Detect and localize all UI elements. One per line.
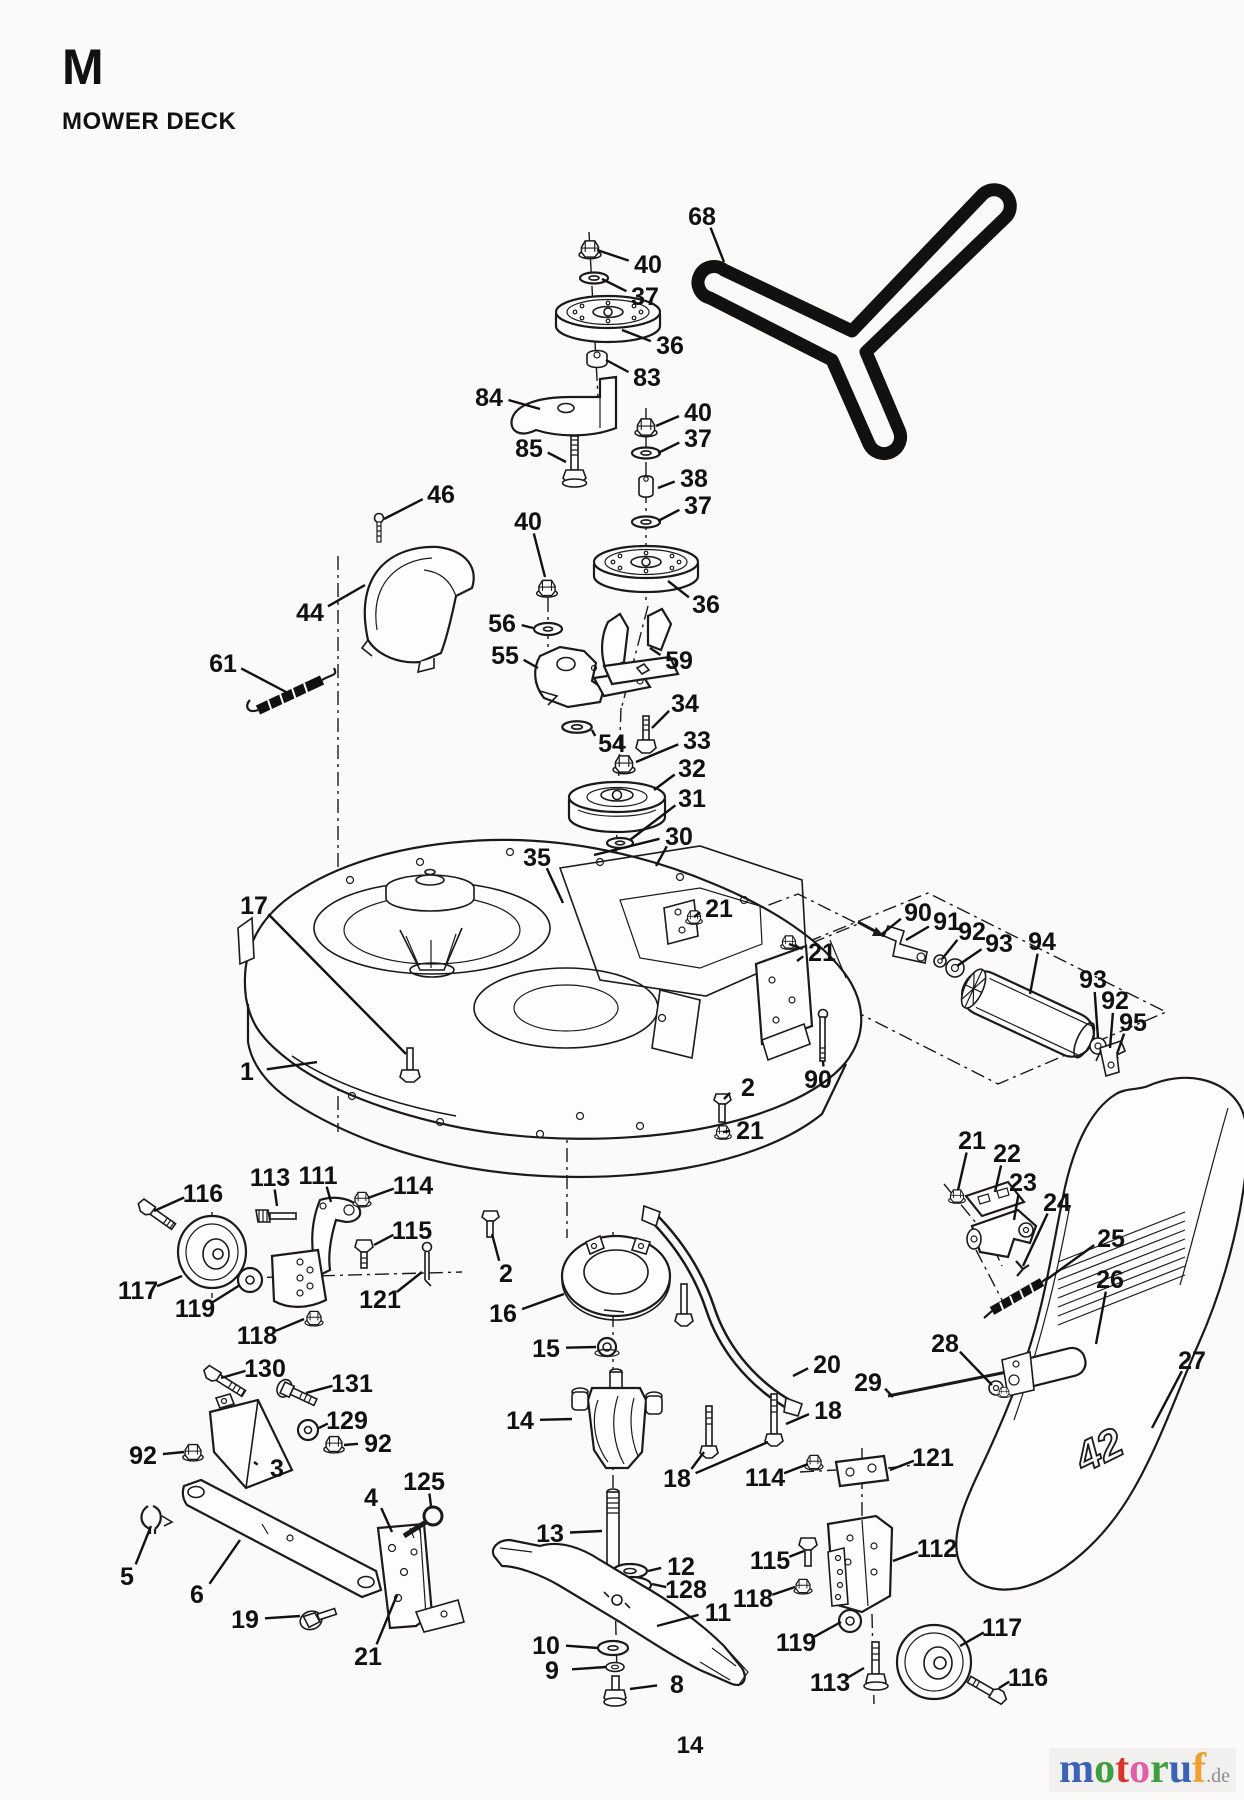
callout-4: 4 — [364, 1484, 378, 1512]
callout-35: 35 — [523, 844, 551, 872]
callout-leader — [534, 533, 545, 577]
callout-114: 114 — [392, 1172, 434, 1200]
washer-9 — [606, 1663, 624, 1672]
belt-68 — [698, 190, 1010, 454]
callout-1: 1 — [240, 1058, 254, 1086]
watermark-letter: o — [1129, 1746, 1151, 1792]
pin-24 — [1016, 1261, 1029, 1276]
washer-129 — [298, 1420, 318, 1440]
callout-14: 14 — [506, 1407, 534, 1435]
callout-8: 8 — [670, 1671, 684, 1699]
callout-leader — [658, 482, 675, 489]
ring-16 — [562, 1236, 670, 1320]
callout-leader — [540, 1419, 572, 1420]
bolt-113-left — [256, 1210, 296, 1222]
callout-leader — [691, 1452, 704, 1469]
callout-2: 2 — [741, 1074, 755, 1102]
wheel-117-left — [178, 1216, 246, 1288]
bolt-130 — [201, 1364, 246, 1399]
callout-26: 26 — [1096, 1266, 1124, 1294]
sector-plate-left — [272, 1250, 326, 1307]
callout-119: 119 — [174, 1295, 216, 1323]
callout-68: 68 — [688, 203, 716, 231]
callout-2: 2 — [499, 1260, 513, 1288]
callout-115: 115 — [749, 1547, 791, 1575]
callout-32: 32 — [678, 755, 706, 783]
callout-leader — [652, 1584, 666, 1587]
callout-leader — [492, 1234, 499, 1261]
watermark-suffix: .de — [1206, 1765, 1230, 1787]
spacer-83 — [587, 351, 607, 368]
callout-112: 112 — [916, 1535, 958, 1563]
spacer-38 — [639, 476, 653, 497]
callout-83: 83 — [633, 364, 661, 392]
bolts-18 — [675, 1284, 783, 1458]
bolt-8 — [604, 1676, 626, 1706]
page-title: MOWER DECK — [62, 108, 237, 135]
callout-11: 11 — [704, 1599, 732, 1627]
bolt-19 — [298, 1604, 339, 1633]
callout-leader — [658, 510, 679, 521]
callout-leader — [221, 1371, 246, 1378]
callout-5: 5 — [120, 1563, 134, 1591]
callout-leader — [630, 1685, 657, 1689]
screw-46 — [375, 514, 384, 543]
callout-91: 91 — [933, 908, 961, 936]
callout-92: 92 — [129, 1442, 157, 1470]
callout-85: 85 — [515, 435, 543, 463]
callout-25: 25 — [1097, 1225, 1125, 1253]
callout-leader — [548, 453, 566, 462]
callout-61: 61 — [209, 650, 237, 678]
callout-46: 46 — [427, 481, 455, 509]
callout-leader — [306, 1386, 333, 1393]
callout-leader — [648, 1568, 661, 1571]
callout-37: 37 — [631, 283, 659, 311]
callout-leader — [814, 1622, 841, 1637]
callout-21: 21 — [736, 1117, 764, 1145]
callout-128: 128 — [665, 1576, 707, 1604]
wheel-117-right — [897, 1625, 971, 1699]
callout-leader — [602, 279, 626, 291]
callout-29: 29 — [854, 1369, 882, 1397]
bracket-112 — [828, 1516, 892, 1612]
watermark-letter: u — [1168, 1746, 1193, 1792]
callout-116: 116 — [182, 1180, 224, 1208]
callout-leader — [265, 1616, 300, 1618]
callout-9: 9 — [545, 1657, 559, 1685]
washer-56 — [534, 623, 562, 635]
callout-114: 114 — [744, 1464, 786, 1492]
callout-21: 21 — [958, 1127, 986, 1155]
bolt-113-right — [864, 1642, 888, 1690]
nut-33 — [613, 756, 635, 774]
callout-94: 94 — [1028, 928, 1056, 956]
callout-leader — [592, 730, 595, 736]
callout-90: 90 — [904, 899, 932, 927]
callout-115: 115 — [391, 1217, 433, 1245]
callout-leader — [793, 1368, 808, 1376]
callout-leader — [368, 1189, 394, 1198]
callout-92: 92 — [364, 1430, 392, 1458]
callout-111: 111 — [298, 1162, 338, 1190]
washer-10 — [598, 1641, 628, 1655]
callout-92: 92 — [1101, 987, 1129, 1015]
callout-59: 59 — [665, 647, 693, 675]
bearing-15 — [595, 1338, 619, 1357]
callout-10: 10 — [532, 1632, 560, 1660]
watermark-letter: m — [1059, 1746, 1095, 1792]
callout-leader — [566, 1646, 598, 1648]
callout-118: 118 — [236, 1322, 278, 1350]
callout-18: 18 — [663, 1465, 691, 1493]
callout-leader — [328, 585, 365, 606]
callout-95: 95 — [1119, 1009, 1147, 1037]
callout-125: 125 — [403, 1468, 445, 1496]
bolt-2-left — [482, 1211, 499, 1237]
callout-21: 21 — [705, 895, 733, 923]
callout-38: 38 — [680, 465, 708, 493]
callout-15: 15 — [532, 1335, 560, 1363]
callout-131: 131 — [331, 1370, 373, 1398]
callout-leader — [1095, 992, 1098, 1038]
watermark-logo — [1049, 1748, 1236, 1792]
callout-leader — [711, 228, 724, 262]
callout-23: 23 — [1009, 1169, 1037, 1197]
watermark-letter: r — [1150, 1746, 1169, 1792]
callout-leader — [849, 1668, 865, 1677]
callout-19: 19 — [231, 1606, 259, 1634]
callout-leader — [522, 625, 533, 628]
callout-3: 3 — [270, 1455, 284, 1483]
callout-44: 44 — [296, 599, 324, 627]
callout-leader — [157, 1276, 182, 1286]
watermark-letter: t — [1115, 1746, 1130, 1792]
callout-16: 16 — [489, 1300, 517, 1328]
callout-leader — [942, 940, 957, 959]
callout-20: 20 — [813, 1351, 841, 1379]
pin-5 — [141, 1506, 172, 1534]
callout-leader — [772, 1587, 795, 1595]
callout-leader — [566, 1347, 596, 1348]
callout-118: 118 — [732, 1585, 774, 1613]
callout-28: 28 — [931, 1330, 959, 1358]
callout-92: 92 — [958, 918, 986, 946]
callout-117: 117 — [981, 1614, 1023, 1642]
callout-leader — [210, 1540, 241, 1584]
callout-leader — [893, 1552, 918, 1561]
bracket-4 — [378, 1524, 464, 1632]
watermark-letter: f — [1192, 1746, 1207, 1792]
callout-17: 17 — [240, 892, 268, 920]
callout-leader — [572, 1667, 606, 1669]
bolt-115-left — [355, 1240, 373, 1268]
callout-116: 116 — [1007, 1664, 1049, 1692]
callout-13: 13 — [536, 1520, 564, 1548]
callout-leader — [344, 1444, 358, 1445]
callout-leader — [241, 668, 286, 692]
callout-55: 55 — [491, 642, 519, 670]
callout-90: 90 — [804, 1066, 832, 1094]
callout-36: 36 — [692, 591, 720, 619]
callout-121: 121 — [359, 1286, 401, 1314]
callout-6: 6 — [190, 1581, 204, 1609]
callout-117: 117 — [117, 1277, 159, 1305]
callout-leader — [958, 1153, 967, 1191]
callout-leader — [1110, 1013, 1113, 1048]
callout-leader — [606, 360, 629, 372]
callout-leader — [276, 1319, 304, 1331]
callout-21: 21 — [354, 1643, 382, 1671]
callout-leader — [522, 1294, 564, 1309]
callout-36: 36 — [656, 332, 684, 360]
washer-119-left — [238, 1268, 262, 1292]
callout-leader — [570, 1531, 602, 1533]
callout-33: 33 — [683, 727, 711, 755]
callout-leader — [658, 443, 679, 453]
watermark-letter: o — [1094, 1746, 1116, 1792]
callout-leader — [1030, 954, 1038, 994]
callout-leader — [374, 1235, 393, 1245]
callout-37: 37 — [684, 425, 712, 453]
callout-leader — [890, 1461, 914, 1470]
bolt-34 — [636, 716, 656, 753]
callout-leader — [652, 711, 669, 728]
callout-113: 113 — [809, 1669, 851, 1697]
belt-cover-44 — [362, 547, 474, 672]
pin-121-left — [423, 1243, 432, 1287]
callout-31: 31 — [678, 785, 706, 813]
callout-40: 40 — [634, 251, 662, 279]
callout-12: 12 — [667, 1553, 695, 1581]
spring-61 — [247, 668, 335, 712]
callout-119: 119 — [775, 1629, 817, 1657]
callout-27: 27 — [1178, 1347, 1206, 1375]
callout-130: 130 — [244, 1355, 286, 1383]
callout-21: 21 — [808, 939, 836, 967]
callout-129: 129 — [326, 1407, 368, 1435]
callout-93: 93 — [985, 930, 1013, 958]
callout-leader — [656, 416, 679, 426]
callout-34: 34 — [671, 690, 699, 718]
callout-leader — [154, 1198, 184, 1212]
bracket-23 — [967, 1210, 1036, 1257]
callout-121: 121 — [912, 1444, 954, 1472]
callout-leader — [275, 1190, 277, 1206]
rod-90 — [858, 922, 884, 936]
callout-leader — [163, 1452, 184, 1454]
callout-24: 24 — [1043, 1189, 1071, 1217]
callout-30: 30 — [665, 823, 693, 851]
baffle-20 — [642, 1206, 802, 1416]
callout-leader — [906, 927, 929, 941]
callout-22: 22 — [993, 1140, 1021, 1168]
arm-6-cluster — [141, 1480, 464, 1632]
washer-119-right — [839, 1610, 861, 1632]
callout-leader — [597, 250, 629, 261]
section-letter: M — [62, 39, 105, 95]
callout-leader — [789, 1551, 804, 1557]
callout-leader — [654, 775, 675, 791]
callout-84: 84 — [475, 384, 503, 412]
page-number: 14 — [676, 1732, 704, 1759]
deck-size-badge: 42 — [1067, 1418, 1131, 1482]
callout-56: 56 — [488, 610, 516, 638]
callout-leader — [723, 1131, 730, 1132]
callout-54: 54 — [598, 730, 626, 758]
mandrel-14 — [572, 1369, 662, 1468]
callout-40: 40 — [514, 508, 542, 536]
callout-leader — [136, 1526, 151, 1564]
callout-18: 18 — [814, 1397, 842, 1425]
bolt-116-right — [966, 1674, 1008, 1705]
callout-93: 93 — [1079, 966, 1107, 994]
callout-40: 40 — [684, 399, 712, 427]
callout-leader — [384, 499, 423, 519]
callout-leader — [957, 949, 982, 966]
callout-37: 37 — [684, 492, 712, 520]
callout-113: 113 — [249, 1164, 291, 1192]
